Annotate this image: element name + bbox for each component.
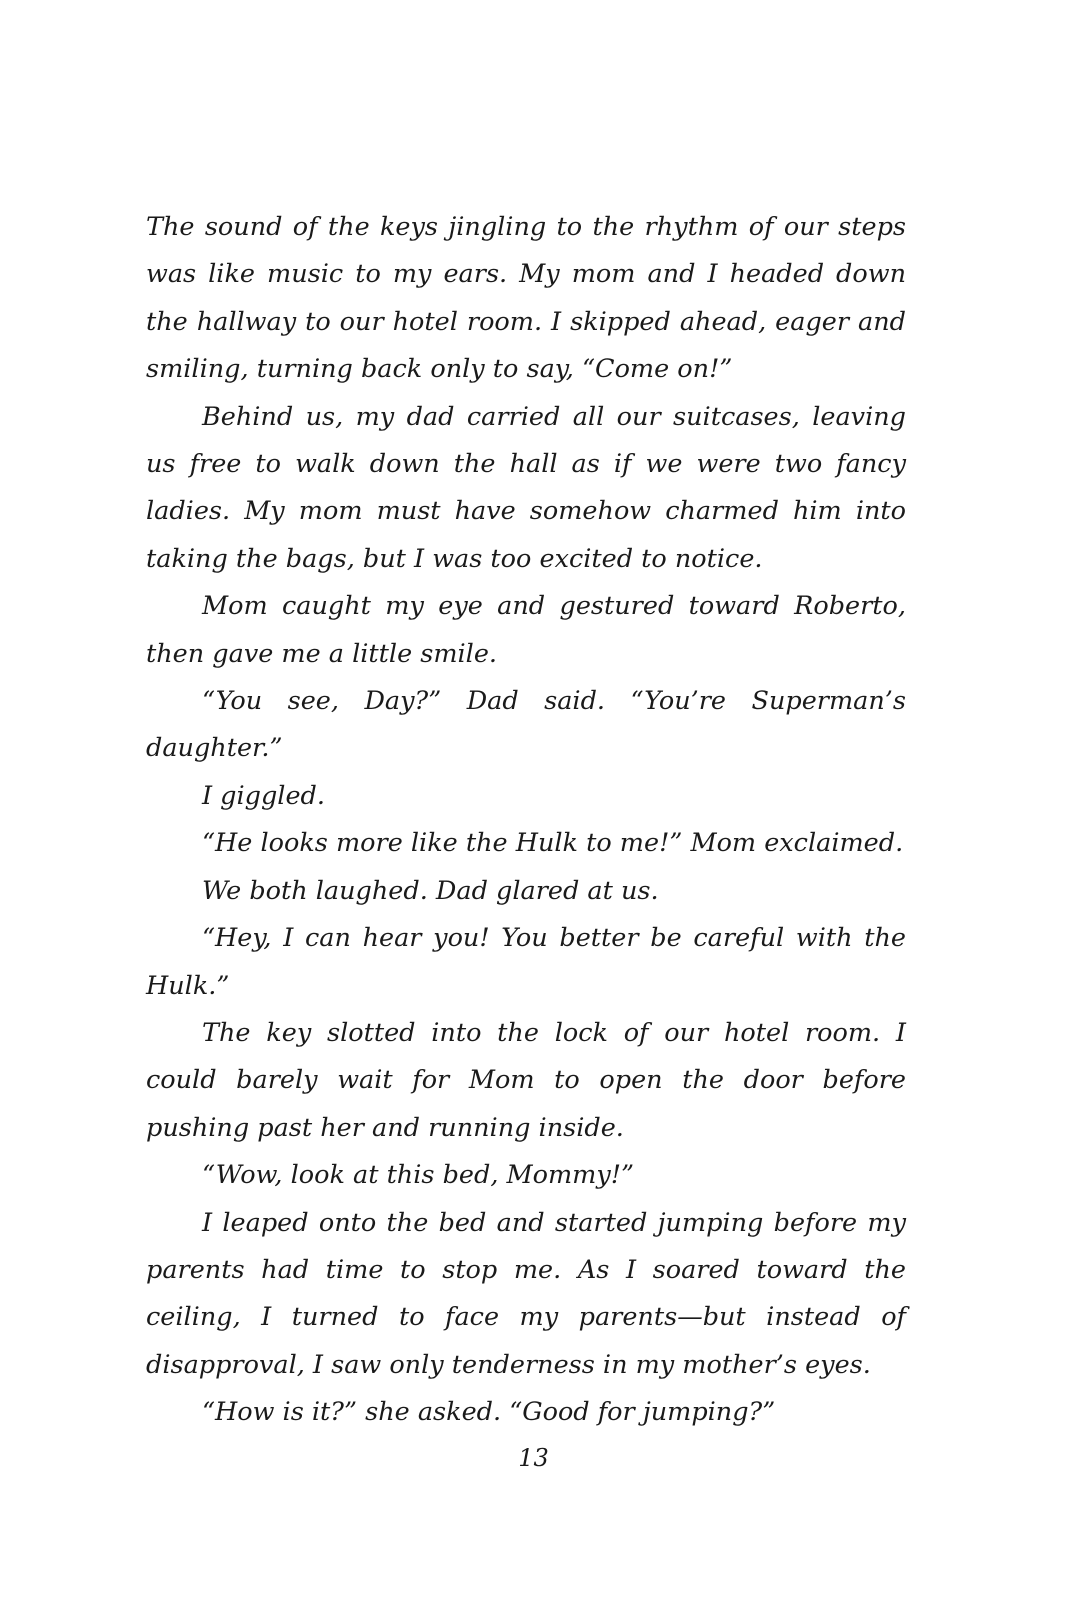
paragraph: “Hey, I can hear you! You better be careful with the Hulk.” <box>146 923 906 1001</box>
paragraph: “How is it?” she asked. “Good for jumping?” <box>202 1397 776 1428</box>
paragraph: I leaped onto the bed and started jumping before my parents had time to stop me. As I soared toward the ceiling, I turned to face my parents—but instead of disapproval, I saw only tenderness in my mother’s eyes. <box>146 1207 906 1380</box>
paragraph: The sound of the keys jingling to the rhythm of our steps was like music to my ears. My mom and I headed down the hallway to our hotel room. I skipped ahead, eager and smiling, turning back only to say, “Come on!” <box>146 212 906 385</box>
paragraph: “He looks more like the Hulk to me!” Mom exclaimed. <box>202 828 904 859</box>
paragraph: Behind us, my dad carried all our suitcases, leaving us free to walk down the hall as if we were two fancy ladies. My mom must have somehow charmed him into taking the bags, but I was too excited to notice. <box>146 401 906 574</box>
paragraph: “You see, Day?” Dad said. “You’re Superman’s daughter.” <box>146 686 906 764</box>
paragraph: We both laughed. Dad glared at us. <box>202 875 659 906</box>
paragraph: Mom caught my eye and gestured toward Roberto, then gave me a little smile. <box>146 591 906 669</box>
page-number: 13 <box>518 1444 549 1472</box>
paragraph: “Wow, look at this bed, Mommy!” <box>202 1160 635 1191</box>
body-text <box>146 204 906 1437</box>
paragraph: I giggled. <box>202 780 325 811</box>
paragraph: The key slotted into the lock of our hotel room. I could barely wait for Mom to open the door before pushing past her and running inside. <box>146 1017 906 1143</box>
